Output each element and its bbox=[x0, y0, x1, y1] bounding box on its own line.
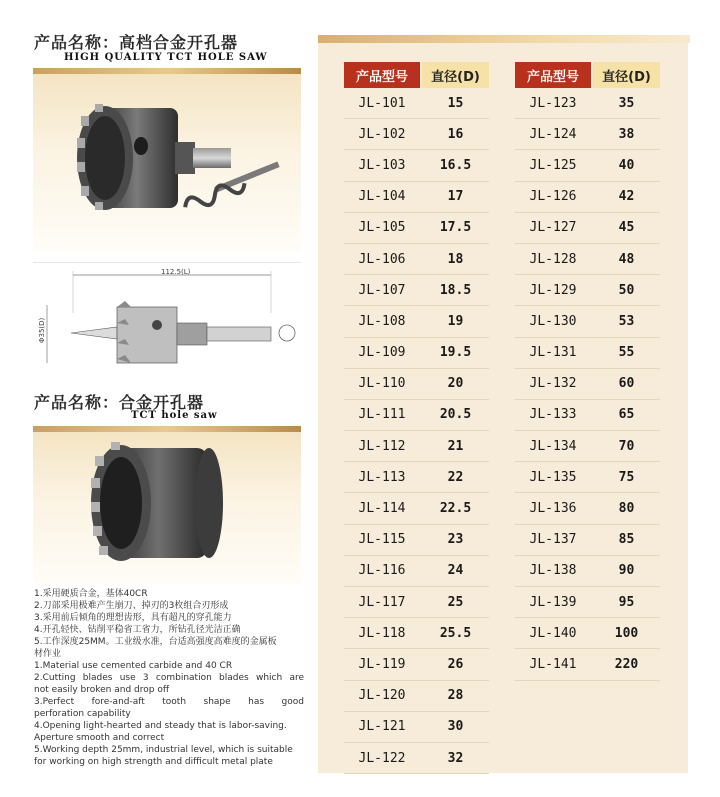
table-row bbox=[344, 618, 489, 649]
diameter-cell: 20.5 bbox=[439, 407, 472, 423]
diameter-cell: 30 bbox=[447, 719, 464, 735]
table-row bbox=[344, 119, 489, 150]
model-cell: JL-135 bbox=[529, 469, 577, 485]
diameter-dimension-label: Φ35(D) bbox=[38, 317, 46, 343]
diameter-cell: 70 bbox=[618, 438, 635, 454]
model-cell: JL-122 bbox=[358, 750, 406, 766]
model-cell: JL-126 bbox=[529, 189, 577, 205]
desc-line: 2.刀部采用极难产生崩刀、掉刃的3枚组合刃形成 bbox=[34, 601, 229, 611]
table-row bbox=[515, 493, 660, 524]
table-row bbox=[515, 244, 660, 275]
model-cell: JL-104 bbox=[358, 189, 406, 205]
diameter-cell: 65 bbox=[618, 407, 635, 423]
diameter-cell: 40 bbox=[618, 157, 635, 173]
header-diameter: 直径(D) bbox=[593, 62, 660, 88]
model-cell: JL-130 bbox=[529, 313, 577, 329]
desc-line: 3.Perfect fore-and-aft tooth shape has good bbox=[34, 697, 304, 707]
diameter-cell: 35 bbox=[618, 95, 635, 111]
hole-saw-with-drill-image bbox=[33, 68, 301, 252]
model-cell: JL-120 bbox=[358, 688, 406, 704]
spec-panel-accent-bar bbox=[318, 35, 690, 43]
table-row bbox=[344, 462, 489, 493]
table-row bbox=[344, 712, 489, 743]
model-cell: JL-136 bbox=[529, 501, 577, 517]
table-row bbox=[344, 681, 489, 712]
model-cell: JL-131 bbox=[529, 345, 577, 361]
diameter-cell: 90 bbox=[618, 563, 635, 579]
model-cell: JL-113 bbox=[358, 469, 406, 485]
product2-photo bbox=[33, 426, 301, 584]
desc-line: 4.Opening light-hearted and steady that is labor-saving. bbox=[34, 721, 287, 731]
model-cell: JL-103 bbox=[358, 157, 406, 173]
table-row bbox=[515, 556, 660, 587]
diameter-cell: 38 bbox=[618, 126, 635, 142]
product1-photo bbox=[33, 68, 301, 252]
diameter-cell: 220 bbox=[614, 656, 639, 672]
diameter-cell: 53 bbox=[618, 313, 635, 329]
table-row bbox=[515, 431, 660, 462]
diameter-cell: 16.5 bbox=[439, 157, 472, 173]
table-row bbox=[515, 150, 660, 181]
desc-line: Aperture smooth and correct bbox=[34, 733, 165, 743]
table-body bbox=[515, 88, 660, 681]
model-cell: JL-129 bbox=[529, 282, 577, 298]
diameter-cell: 24 bbox=[447, 563, 464, 579]
diameter-cell: 25.5 bbox=[439, 625, 472, 641]
desc-line: 材作业 bbox=[34, 649, 62, 659]
diameter-cell: 17.5 bbox=[439, 220, 472, 236]
diameter-cell: 45 bbox=[618, 220, 635, 236]
table-row bbox=[344, 88, 489, 119]
technical-drawing bbox=[33, 262, 301, 378]
product1-title-cn: 产品名称：高档合金开孔器 bbox=[34, 33, 239, 52]
model-cell: JL-137 bbox=[529, 532, 577, 548]
model-cell: JL-124 bbox=[529, 126, 577, 142]
left-column bbox=[0, 0, 310, 797]
table-row bbox=[344, 338, 489, 369]
model-cell: JL-117 bbox=[358, 594, 406, 610]
table-row bbox=[344, 649, 489, 680]
table-row bbox=[344, 182, 489, 213]
product2-title-en: TCT hole saw bbox=[131, 410, 218, 421]
model-cell: JL-140 bbox=[529, 625, 577, 641]
desc-line: 5.工作深度25MM。工业级水准，台适高强度高难度的金属板 bbox=[34, 637, 277, 647]
model-cell: JL-123 bbox=[529, 95, 577, 111]
model-cell: JL-132 bbox=[529, 376, 577, 392]
model-cell: JL-118 bbox=[358, 625, 406, 641]
desc-line: 1.采用硬质合金，基体40CR bbox=[34, 589, 148, 599]
diameter-cell: 18.5 bbox=[439, 282, 472, 298]
model-cell: JL-106 bbox=[358, 251, 406, 267]
table-row bbox=[515, 275, 660, 306]
table-row bbox=[515, 369, 660, 400]
model-cell: JL-108 bbox=[358, 313, 406, 329]
table-row bbox=[515, 88, 660, 119]
model-cell: JL-134 bbox=[529, 438, 577, 454]
diameter-cell: 22 bbox=[447, 469, 464, 485]
model-cell: JL-128 bbox=[529, 251, 577, 267]
table-row bbox=[344, 150, 489, 181]
diameter-cell: 19.5 bbox=[439, 345, 472, 361]
table-row bbox=[515, 587, 660, 618]
photo-accent-bar bbox=[33, 426, 301, 432]
model-cell: JL-102 bbox=[358, 126, 406, 142]
header-diameter: 直径(D) bbox=[422, 62, 489, 88]
diameter-cell: 50 bbox=[618, 282, 635, 298]
model-cell: JL-116 bbox=[358, 563, 406, 579]
model-cell: JL-109 bbox=[358, 345, 406, 361]
diameter-cell: 19 bbox=[447, 313, 464, 329]
diameter-cell: 95 bbox=[618, 594, 635, 610]
model-cell: JL-125 bbox=[529, 157, 577, 173]
diameter-cell: 55 bbox=[618, 345, 635, 361]
table-body bbox=[344, 88, 489, 774]
table-row bbox=[344, 213, 489, 244]
desc-line: for working on high strength and difficult metal plate bbox=[34, 757, 273, 767]
diameter-cell: 21 bbox=[447, 438, 464, 454]
photo-accent-bar bbox=[33, 68, 301, 74]
diameter-cell: 32 bbox=[447, 750, 464, 766]
table-row bbox=[344, 244, 489, 275]
diameter-cell: 22.5 bbox=[439, 501, 472, 517]
table-row bbox=[344, 431, 489, 462]
table-row bbox=[515, 400, 660, 431]
table-row bbox=[515, 213, 660, 244]
diameter-cell: 18 bbox=[447, 251, 464, 267]
diameter-cell: 100 bbox=[614, 625, 639, 641]
tct-hole-saw-image bbox=[33, 426, 301, 584]
diameter-cell: 15 bbox=[447, 95, 464, 111]
product2-title-cn: 产品名称：合金开孔器 bbox=[34, 393, 205, 412]
dimension-drawing-image bbox=[33, 263, 301, 378]
table-row bbox=[515, 649, 660, 680]
model-cell: JL-115 bbox=[358, 532, 406, 548]
product1-title-en: HIGH QUALITY TCT HOLE SAW bbox=[64, 52, 268, 63]
diameter-cell: 75 bbox=[618, 469, 635, 485]
desc-line: 3.采用前后倾角的理想齿形，具有超凡的穿孔能力 bbox=[34, 613, 232, 623]
model-cell: JL-119 bbox=[358, 656, 406, 672]
table-row bbox=[515, 338, 660, 369]
diameter-cell: 60 bbox=[618, 376, 635, 392]
table-row bbox=[515, 182, 660, 213]
diameter-cell: 28 bbox=[447, 688, 464, 704]
desc-line: 4.开孔轻快、钻削平稳省工省力，所钻孔径光洁正确 bbox=[34, 625, 241, 635]
diameter-cell: 48 bbox=[618, 251, 635, 267]
diameter-cell: 85 bbox=[618, 532, 635, 548]
table-row bbox=[515, 306, 660, 337]
table-row bbox=[515, 618, 660, 649]
desc-line: 5.Working depth 25mm, industrial level, which is suitable bbox=[34, 745, 293, 755]
spec-table-left bbox=[344, 62, 489, 774]
model-cell: JL-105 bbox=[358, 220, 406, 236]
diameter-cell: 25 bbox=[447, 594, 464, 610]
table-row bbox=[515, 462, 660, 493]
header-model: 产品型号 bbox=[515, 62, 591, 88]
diameter-cell: 16 bbox=[447, 126, 464, 142]
spec-table-right bbox=[515, 62, 660, 681]
model-cell: JL-121 bbox=[358, 719, 406, 735]
desc-line: 1.Material use cemented carbide and 40 CR bbox=[34, 661, 233, 671]
model-cell: JL-141 bbox=[529, 656, 577, 672]
table-header bbox=[515, 62, 660, 88]
model-cell: JL-114 bbox=[358, 501, 406, 517]
diameter-cell: 20 bbox=[447, 376, 464, 392]
desc-line: perforation capability bbox=[34, 709, 131, 719]
model-cell: JL-139 bbox=[529, 594, 577, 610]
diameter-cell: 42 bbox=[618, 189, 635, 205]
table-row bbox=[344, 275, 489, 306]
table-header bbox=[344, 62, 489, 88]
table-row bbox=[344, 369, 489, 400]
table-row bbox=[344, 743, 489, 774]
diameter-cell: 23 bbox=[447, 532, 464, 548]
model-cell: JL-112 bbox=[358, 438, 406, 454]
diameter-cell: 26 bbox=[447, 656, 464, 672]
table-row bbox=[344, 400, 489, 431]
model-cell: JL-138 bbox=[529, 563, 577, 579]
diameter-cell: 17 bbox=[447, 189, 464, 205]
header-model: 产品型号 bbox=[344, 62, 420, 88]
diameter-cell: 80 bbox=[618, 501, 635, 517]
model-cell: JL-110 bbox=[358, 376, 406, 392]
table-row bbox=[344, 306, 489, 337]
model-cell: JL-127 bbox=[529, 220, 577, 236]
desc-line: 2.Cutting blades use 3 combination blades which are bbox=[34, 673, 304, 683]
desc-line: not easily broken and drop off bbox=[34, 685, 170, 695]
length-dimension-label: 112.5(L) bbox=[161, 268, 191, 276]
model-cell: JL-111 bbox=[358, 407, 406, 423]
table-row bbox=[344, 587, 489, 618]
table-row bbox=[344, 493, 489, 524]
model-cell: JL-101 bbox=[358, 95, 406, 111]
table-row bbox=[515, 119, 660, 150]
table-row bbox=[344, 556, 489, 587]
model-cell: JL-133 bbox=[529, 407, 577, 423]
product-description bbox=[34, 588, 304, 768]
table-row bbox=[344, 525, 489, 556]
table-row bbox=[515, 525, 660, 556]
model-cell: JL-107 bbox=[358, 282, 406, 298]
